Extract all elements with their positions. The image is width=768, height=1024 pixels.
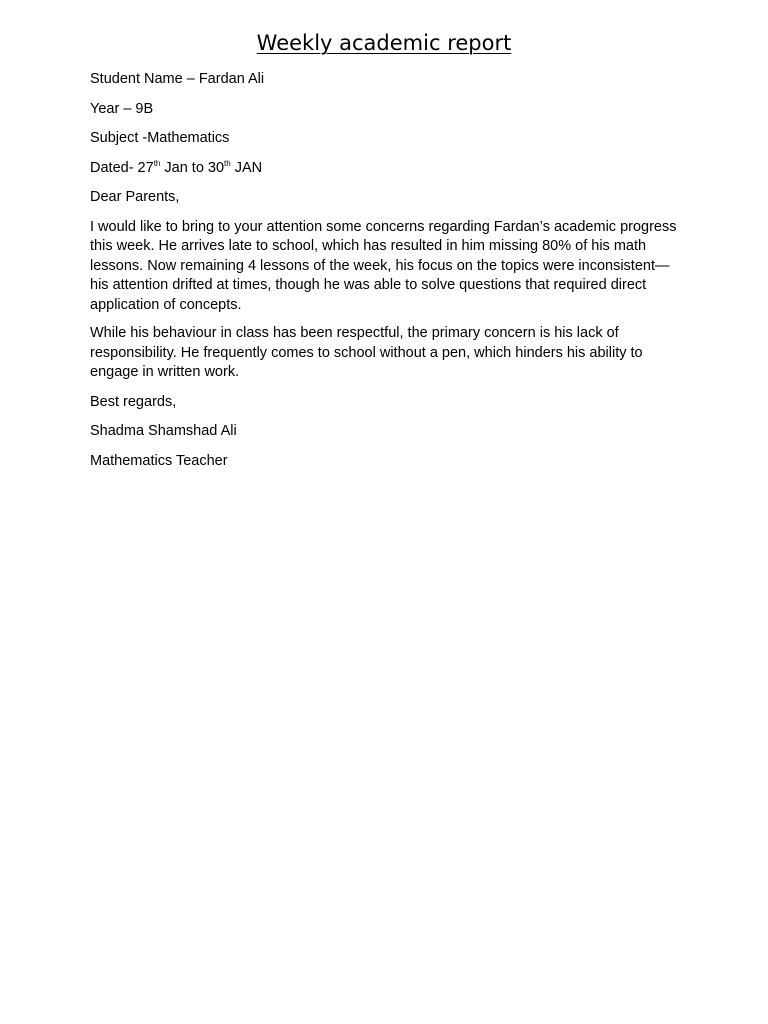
report-body [90,28,680,481]
dated-prefix: Dated- 27 [90,159,154,176]
body-paragraph-2: While his behaviour in class has been respectful, the primary concern is his lack of responsibility. He frequently comes to school without a pen, which hinders his ability to engage in written work. [90,325,643,380]
report-title: Weekly academic report [256,31,512,55]
student-name-line: Student Name – Fardan Ali [90,71,265,87]
dated-middle: Jan to 30 [160,159,225,176]
signature-title: Mathematics Teacher [90,452,228,469]
salutation: Dear Parents, [90,189,180,205]
closing: Best regards, [90,393,177,410]
subject-line: Subject -Mathematics [90,130,230,146]
body-paragraph-1: I would like to bring to your attention some concerns regarding Fardan’s academic progress this week. He arrives late to school, which has resulted in him missing 80% of his math lessons. Now remaining 4 lessons of the week, his focus on the topics were inconsistent—his attention drifted at times, though he was able to solve questions that required direct application of concepts. [90,218,677,313]
year-line: Year – 9B [90,100,154,117]
dated-end-suffix: th [224,158,231,168]
dated-start-suffix: th [153,158,161,168]
signature-name: Shadma Shamshad Ali [90,423,237,439]
dated-end: JAN [230,159,263,176]
dated-line [90,159,680,179]
